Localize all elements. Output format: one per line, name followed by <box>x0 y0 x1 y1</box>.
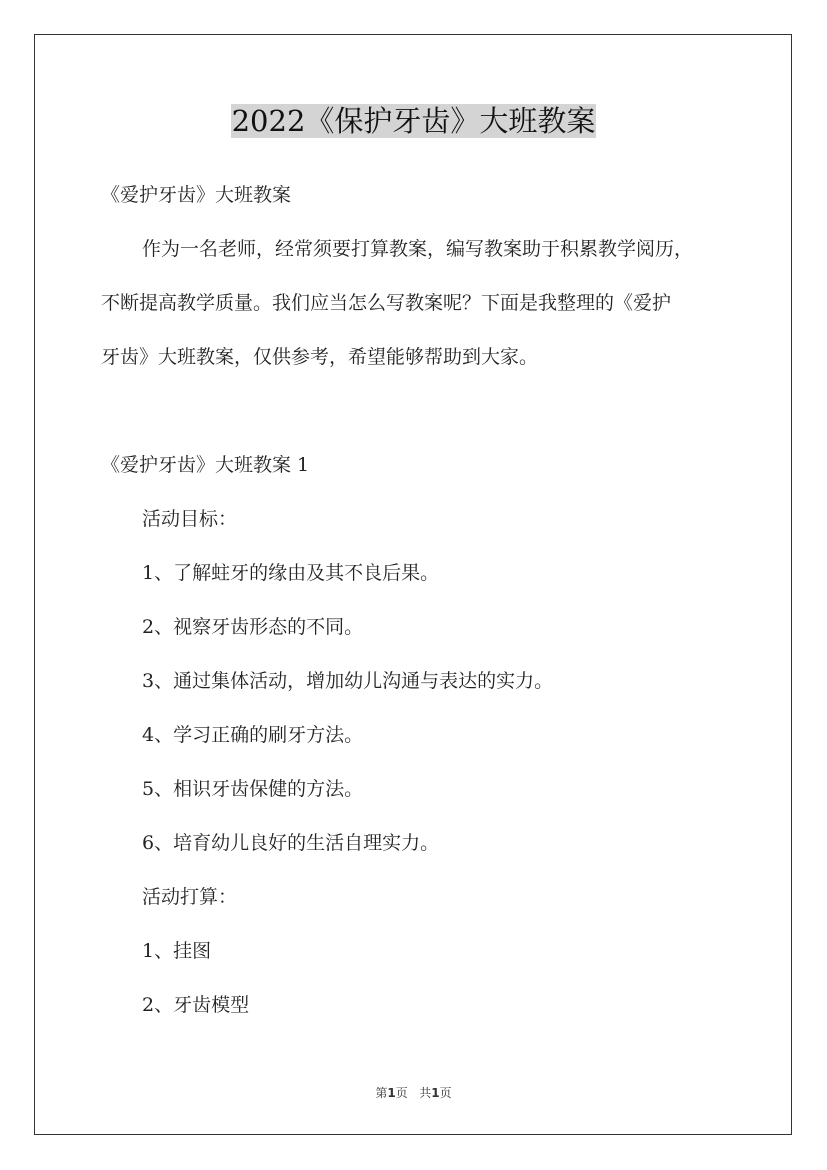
total-num: 1 <box>431 1086 440 1100</box>
goal-item: 5、相识牙齿保健的方法。 <box>142 778 364 800</box>
goal-item: 2、视察牙齿形态的不同。 <box>142 616 364 638</box>
document-title-text: 2022《保护牙齿》大班教案 <box>231 104 596 138</box>
goal-item: 3、通过集体活动，增加幼儿沟通与表达的实力。 <box>142 670 554 692</box>
goal-item: 6、培育幼儿良好的生活自理实力。 <box>142 832 440 854</box>
goals-label: 活动目标： <box>142 508 238 530</box>
prep-item: 2、牙齿模型 <box>142 994 250 1016</box>
page-total <box>419 1086 451 1100</box>
page-number <box>375 1086 407 1100</box>
prep-item: 1、挂图 <box>142 940 212 962</box>
document-title <box>0 101 827 141</box>
section-heading: 《爱护牙齿》大班教案 1 <box>101 454 310 476</box>
total-suffix: 页 <box>439 1086 452 1100</box>
intro-line-1: 作为一名老师，经常须要打算教案，编写教案助于积累教学阅历， <box>142 238 694 260</box>
intro-line-3: 牙齿》大班教案，仅供参考，希望能够帮助到大家。 <box>101 346 539 368</box>
document-subtitle: 《爱护牙齿》大班教案 <box>101 184 292 206</box>
page-suffix: 页 <box>395 1086 408 1100</box>
total-prefix: 共 <box>419 1086 432 1100</box>
goal-item: 1、了解蛀牙的缘由及其不良后果。 <box>142 562 440 584</box>
page-footer <box>0 1085 827 1101</box>
page-prefix: 第 <box>375 1086 388 1100</box>
goal-item: 4、学习正确的刷牙方法。 <box>142 724 364 746</box>
prep-label: 活动打算： <box>142 886 238 908</box>
intro-line-2: 不断提高教学质量。我们应当怎么写教案呢？下面是我整理的《爱护 <box>101 292 672 314</box>
page-num: 1 <box>387 1086 396 1100</box>
